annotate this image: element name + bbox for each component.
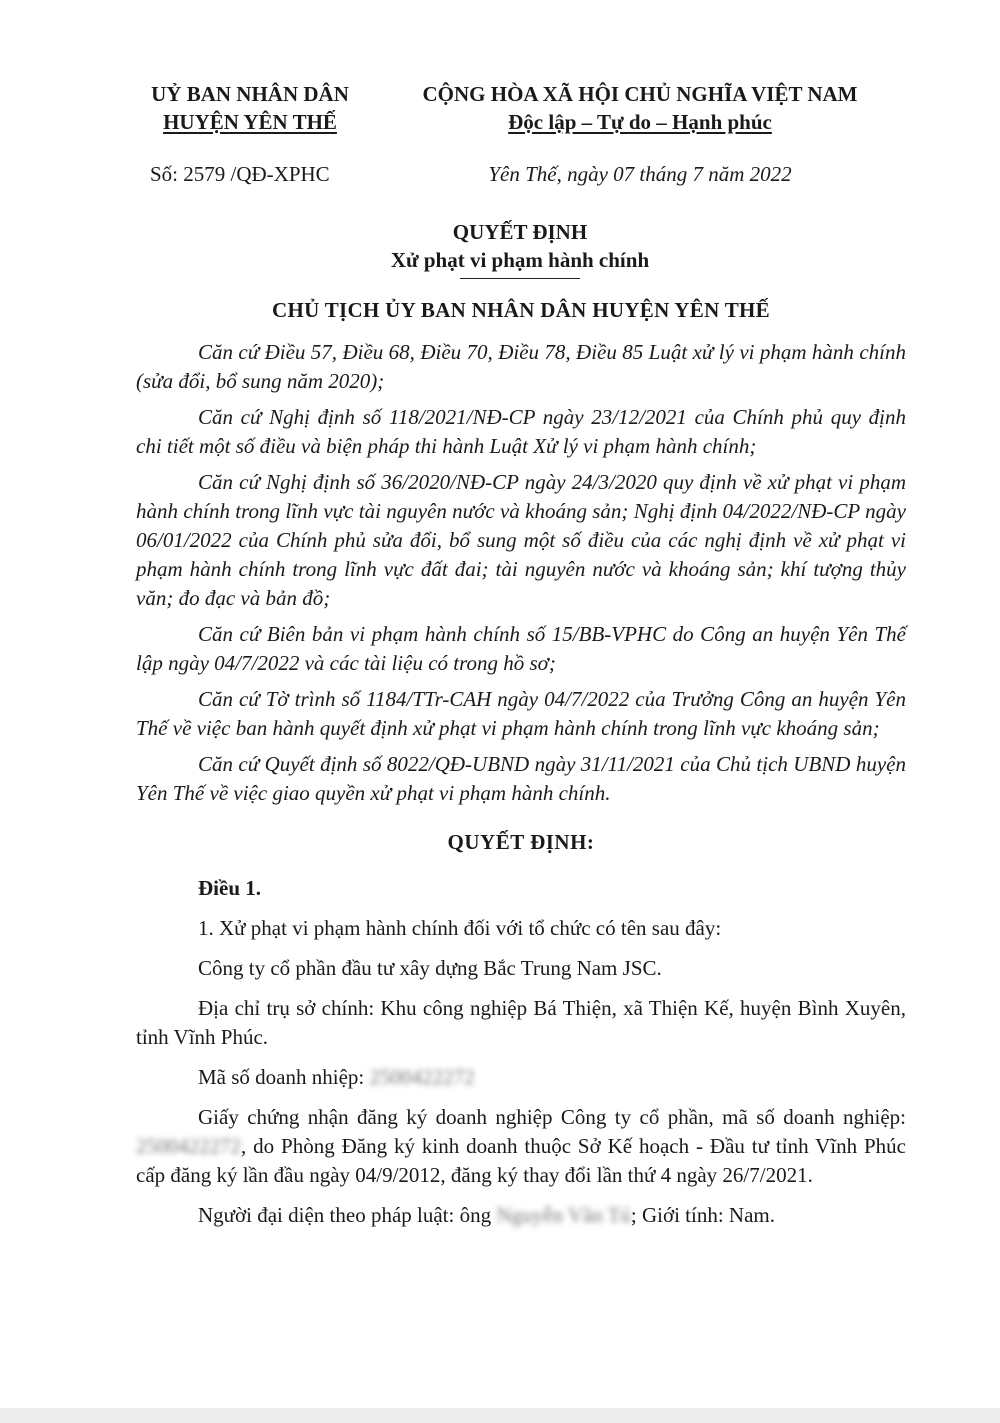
legal-basis-1: Căn cứ Điều 57, Điều 68, Điều 70, Điều 78, Điều 85 Luật xử lý vi phạm hành chính (sửa đổi, bổ sung năm 2020); [136,340,906,393]
registration-text-1: Giấy chứng nhận đăng ký doanh nghiệp Công ty cổ phần, mã số doanh nghiệp: [198,1105,906,1129]
legal-basis-4: Căn cứ Biên bản vi phạm hành chính số 15/BB-VPHC do Công an huyện Yên Thế lập ngày 04/7/2022 và các tài liệu có trong hồ sơ; [136,622,906,675]
registration-code-redacted: 2500422272 [136,1134,241,1158]
representative-name-redacted: Nguyễn Văn Tú [496,1203,631,1227]
national-title-block [390,80,890,136]
issuing-authority-line2: HUYỆN YÊN THẾ [163,110,337,134]
legal-basis-6: Căn cứ Quyết định số 8022/QĐ-UBND ngày 31/11/2021 của Chủ tịch UBND huyện Yên Thế về việc giao quyền xử phạt vi phạm hành chính. [136,752,906,805]
legal-basis-5: Căn cứ Tờ trình số 1184/TTr-CAH ngày 04/7/2022 của Trưởng Công an huyện Yên Thế về việc ban hành quyết định xử phạt vi phạm hành chính trong lĩnh vực khoáng sản; [136,687,906,740]
legal-basis-3: Căn cứ Nghị định số 36/2020/NĐ-CP ngày 24/3/2020 quy định về xử phạt vi phạm hành chính trong lĩnh vực tài nguyên nước và khoáng sản; Nghị định 04/2022/NĐ-CP ngày 06/01/2022 của Chính phủ sửa đổi, bổ sung một số điều của các nghị định về xử phạt vi phạm hành chính trong lĩnh vực đất đai; tài nguyên nước và khoáng sản; khí tượng thủy văn; đo đạc và bản đồ; [136,470,906,610]
national-title: CỘNG HÒA XÃ HỘI CHỦ NGHĨA VIỆT NAM [422,82,858,106]
company-name: Công ty cổ phần đầu tư xây dựng Bắc Trung Nam JSC. [198,956,662,980]
issuing-authority-line1: UỶ BAN NHÂN DÂN [151,82,349,106]
national-motto: Độc lập – Tự do – Hạnh phúc [508,110,772,134]
document-subtitle: Xử phạt vi phạm hành chính [390,248,650,272]
authority-heading: CHỦ TỊCH ỦY BAN NHÂN DÂN HUYỆN YÊN THẾ [272,298,770,322]
business-registration [136,1103,906,1190]
article-1-heading: Điều 1. [198,876,261,900]
representative-label: Người đại diện theo pháp luật: ông [198,1203,497,1227]
document-body [136,338,906,1241]
document-title: QUYẾT ĐỊNH [452,220,588,244]
registration-text-2: , do Phòng Đăng ký kinh doanh thuộc Sở Kế hoạch - Đầu tư tỉnh Vĩnh Phúc cấp đăng ký lần đầu ngày 04/9/2012, đăng ký thay đổi lần thứ 4 ngày 26/7/2021. [136,1134,906,1187]
tax-code-redacted: 2500422272 [369,1065,475,1089]
document-number: Số: 2579 /QĐ-XPHC [150,162,330,186]
tax-code-line [136,1063,906,1092]
company-address: Địa chỉ trụ sở chính: Khu công nghiệp Bá Thiện, xã Thiện Kế, huyện Bình Xuyên, tỉnh Vĩnh Phúc. [136,996,906,1049]
article-1-item-1: 1. Xử phạt vi phạm hành chính đối với tổ chức có tên sau đây: [198,916,722,940]
page-bottom-edge [0,1408,1000,1423]
decision-heading: QUYẾT ĐỊNH: [447,830,595,854]
issuing-authority-block [130,80,370,136]
legal-basis-2: Căn cứ Nghị định số 118/2021/NĐ-CP ngày 23/12/2021 của Chính phủ quy định chi tiết một số điều và biện pháp thi hành Luật Xử lý vi phạm hành chính; [136,405,906,458]
tax-code-label: Mã số doanh nhiệp: [198,1065,370,1089]
place-date: Yên Thế, ngày 07 tháng 7 năm 2022 [488,162,792,186]
title-divider [460,278,580,279]
document-title-block [300,218,740,279]
representative-gender: ; Giới tính: Nam. [630,1203,776,1227]
legal-representative [136,1201,906,1230]
